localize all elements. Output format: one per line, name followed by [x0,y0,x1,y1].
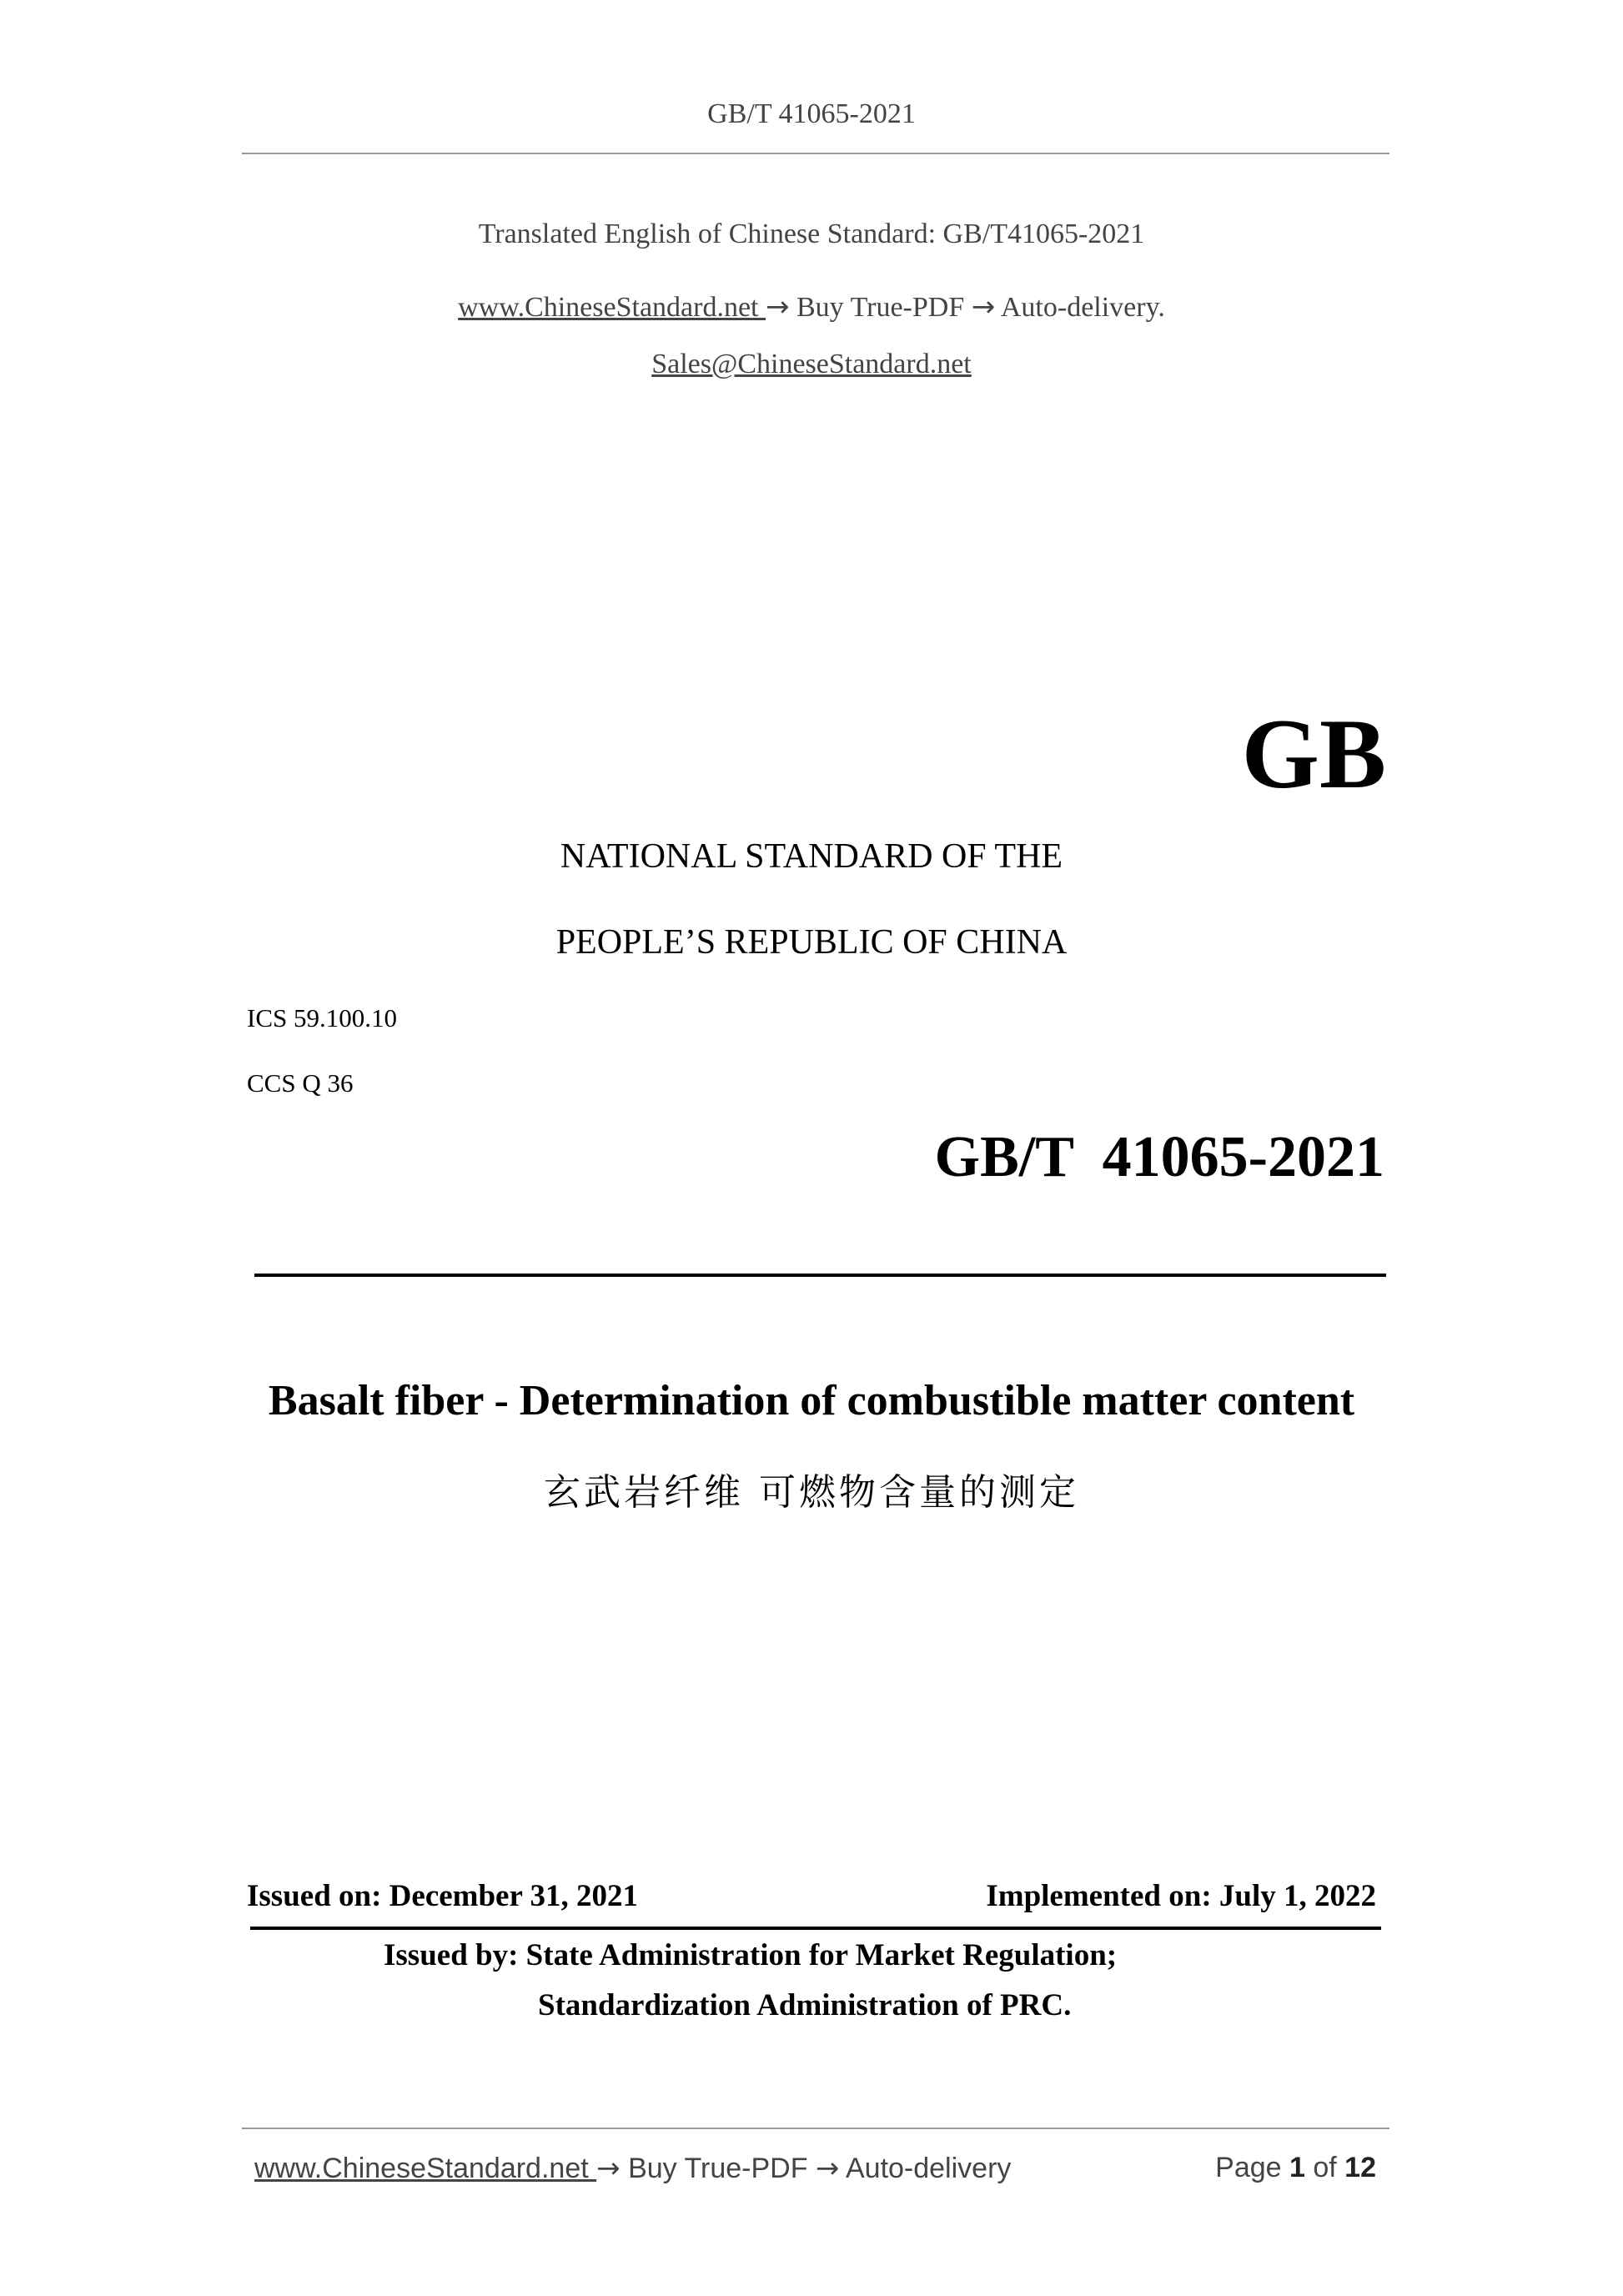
implemented-on-date: Implemented on: July 1, 2022 [986,1879,1376,1913]
arrow-right-icon: → [971,290,996,324]
title-chinese: 玄武岩纤维 可燃物含量的测定 [544,1471,1079,1514]
national-standard-line1: NATIONAL STANDARD OF THE [560,837,1063,876]
page-number: 1 [1289,2152,1305,2183]
page-total: 12 [1344,2152,1376,2183]
running-header: GB/T 41065-2021 [707,98,916,129]
translated-notice: Translated English of Chinese Standard: GB/T41065-2021 [478,219,1145,249]
header-divider [242,153,1389,154]
national-standard-line2: PEOPLE’S REPUBLIC OF CHINA [555,923,1068,962]
footer-site-link[interactable]: www.ChineseStandard.net [254,2153,597,2184]
title-english: Basalt fiber - Determination of combustible matter content [268,1377,1355,1424]
issued-on-date: Issued on: December 31, 2021 [247,1879,638,1913]
gb-mark: GB [1241,698,1386,809]
footer-divider [242,2128,1389,2129]
footer-promo [254,2152,1011,2185]
footer-delivery-text: Auto-delivery [839,2153,1012,2184]
issued-by-line1: Issued by: State Administration for Market Regulation; [384,1938,1118,1972]
sales-email-line [0,349,1623,380]
buy-true-pdf-text: Buy True-PDF [789,292,972,323]
date-rule [250,1927,1381,1930]
footer-buy-text: Buy True-PDF [620,2153,816,2184]
of-label: of [1304,2152,1345,2183]
auto-delivery-text: Auto-delivery. [995,292,1165,323]
arrow-right-icon: → [766,290,790,324]
arrow-right-icon: → [815,2152,840,2185]
standard-number: GB/T 41065-2021 [934,1125,1384,1189]
ics-code: ICS 59.100.10 [247,1003,397,1032]
sales-email-link[interactable]: Sales@ChineseStandard.net [651,349,972,379]
site-link[interactable]: www.ChineseStandard.net [458,292,766,323]
page-label: Page [1215,2152,1289,2183]
issued-by-line2: Standardization Administration of PRC. [538,1988,1072,2022]
promo-links [0,290,1623,324]
ccs-code: CCS Q 36 [247,1068,354,1098]
arrow-right-icon: → [596,2152,621,2185]
standard-number-rule [254,1274,1386,1277]
page-indicator [1215,2152,1376,2184]
